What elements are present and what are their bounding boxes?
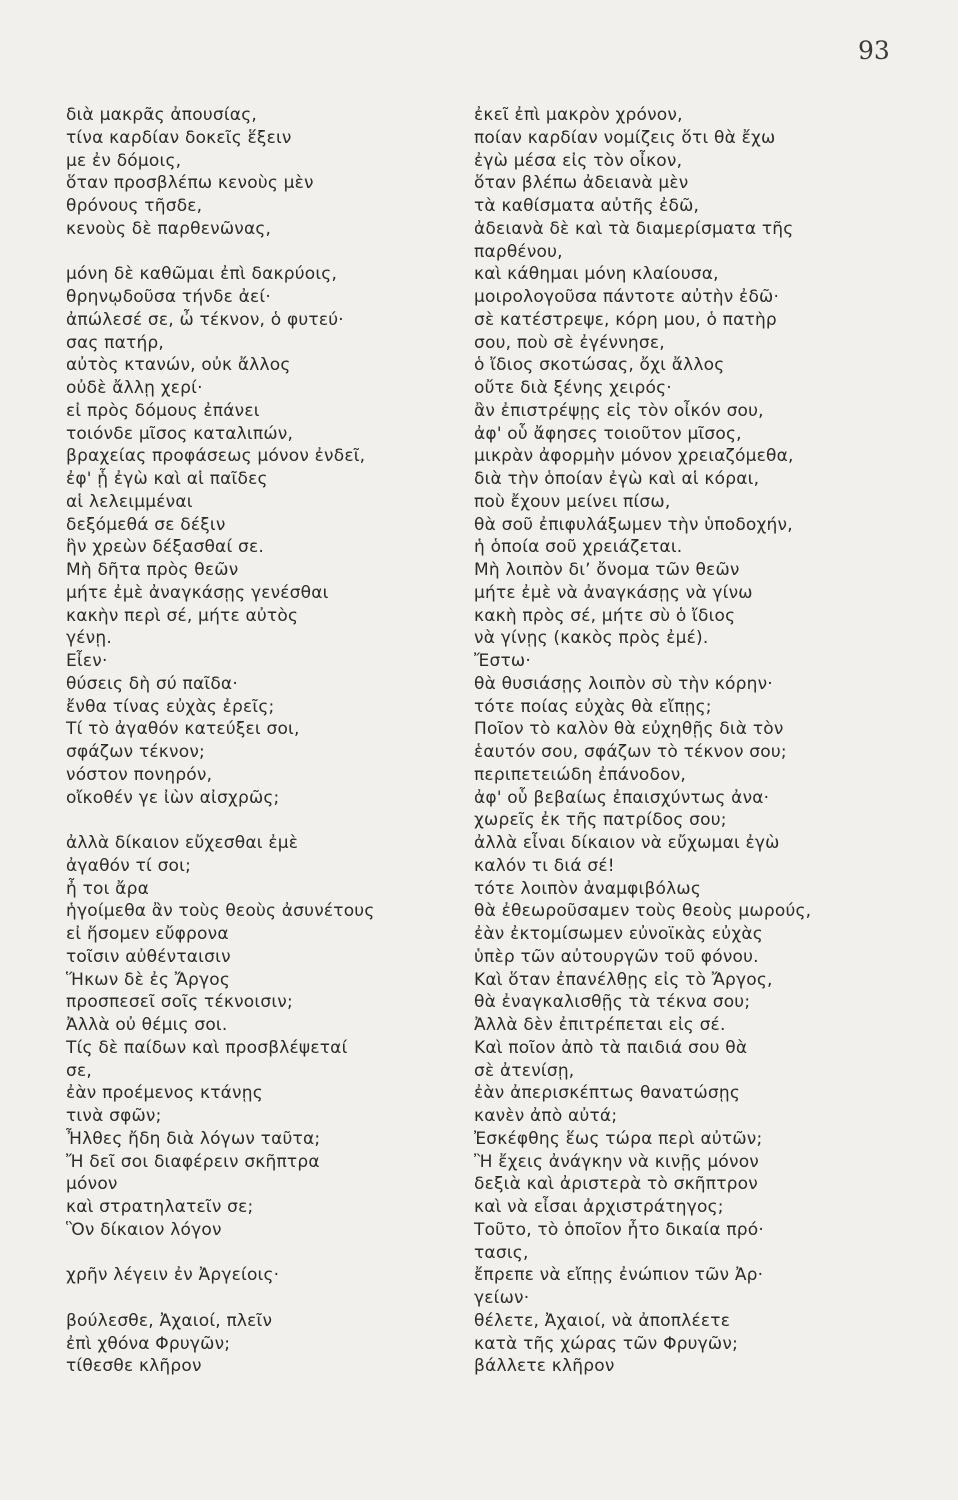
- greek-original-text-line: εἰ πρὸς δόμους ἐπάνει: [66, 400, 260, 421]
- translation-text-line: ἔπρεπε νὰ εἴπῃς ἐνώπιον τῶν Ἀρ·: [474, 1265, 764, 1286]
- translation-text-line: Ἐσκέφθης ἕως τώρα περὶ αὐτῶν;: [474, 1128, 763, 1149]
- translation-text-line: ἀφ' οὗ βεβαίως ἐπαισχύντως ἀνα·: [474, 787, 770, 808]
- translation-text-line: κακὴ πρὸς σέ, μήτε σὺ ὁ ἴδιος: [474, 605, 736, 626]
- translation-text-line: θὰ ἐθεωροῦσαμεν τοὺς θεοὺς μωρούς,: [474, 901, 812, 922]
- greek-original-text-line: Τίς δὲ παίδων καὶ προσβλέψεταί: [66, 1037, 348, 1058]
- greek-original-text-line: ἀγαθόν τί σοι;: [66, 855, 192, 876]
- greek-original-text-line: Ὃν δίκαιον λόγον: [66, 1219, 222, 1240]
- greek-original-text-line: τίνα καρδίαν δοκεῖς ἕξειν: [66, 127, 292, 148]
- greek-original-text-line: θρηνῳδοῦσα τήνδε ἀεί·: [66, 287, 271, 307]
- greek-original-stanza-gap: [66, 1242, 458, 1265]
- greek-original-text-line: Τί τὸ ἀγαθόν κατεύξει σοι,: [66, 719, 300, 740]
- greek-original-text-line: οἴκοθέν γε ἰὼν αἰσχρῶς;: [66, 787, 280, 808]
- greek-original-text-line: Ἥκων δὲ ἐς Ἄργος: [66, 969, 231, 990]
- translation-text-line: τασις,: [474, 1242, 529, 1263]
- greek-original-text-line: κενοὺς δὲ παρθενῶνας,: [66, 218, 272, 239]
- translation-text-line: μήτε ἐμὲ νὰ ἀναγκάσῃς νὰ γίνω: [474, 582, 753, 603]
- greek-original-text-line: τίθεσθε κλῆρον: [66, 1356, 202, 1377]
- greek-original-text-line: Ἤ δεῖ σοι διαφέρειν σκῆπτρα: [66, 1151, 320, 1172]
- greek-original-text-line: τοιόνδε μῖσος καταλιπών,: [66, 423, 294, 444]
- translation-text-line: ποὺ ἔχουν μείνει πίσω,: [474, 491, 671, 512]
- modern-greek-translation-column: [474, 104, 914, 1378]
- greek-original-text-line: θρόνους τῆσδε,: [66, 196, 203, 216]
- greek-original-text-line: θύσεις δὴ σύ παῖδα·: [66, 673, 238, 694]
- greek-original-text-line: βούλεσθε, Ἀχαιοί, πλεῖν: [66, 1310, 273, 1331]
- translation-text-line: ἡ ὁποία σοῦ χρειάζεται.: [474, 537, 683, 558]
- translation-text-line: θὰ θυσιάσῃς λοιπὸν σὺ τὴν κόρην·: [474, 673, 773, 694]
- greek-original-text-line: γένῃ.: [66, 628, 112, 649]
- translation-text-line: κανὲν ἀπὸ αὐτά;: [474, 1106, 618, 1126]
- greek-original-text-line: μήτε ἐμὲ ἀναγκάσῃς γενέσθαι: [66, 582, 329, 603]
- translation-text-line: ὅταν βλέπω ἀδειανὰ μὲν: [474, 173, 689, 194]
- greek-original-text-line: σφάζων τέκνον;: [66, 742, 205, 762]
- greek-original-text-line: ὅταν προσβλέπω κενοὺς μὲν: [66, 173, 314, 194]
- translation-text-line: τότε ποίας εὐχὰς θὰ εἴπῃς;: [474, 696, 712, 717]
- translation-text-line: ὑπὲρ τῶν αὐτουργῶν τοῦ φόνου.: [474, 946, 759, 967]
- translation-text-line: ἐὰν ἐκτομίσωμεν εὐνοϊκὰς εὐχὰς: [474, 924, 763, 944]
- page-number: 93: [858, 36, 890, 65]
- translation-text-line: ἐὰν ἀπερισκέπτως θανατώσῃς: [474, 1083, 741, 1104]
- greek-original-text-line: τοῖσιν αὐθένταισιν: [66, 946, 231, 967]
- translation-text-line: ἐκεῖ ἐπὶ μακρὸν χρόνον,: [474, 105, 683, 125]
- translation-text-line: ἐγὼ μέσα εἰς τὸν οἶκον,: [474, 150, 683, 171]
- greek-original-text-line: προσπεσεῖ σοῖς τέκνοισιν;: [66, 992, 293, 1013]
- greek-original-text-line: ἐφ' ᾗ ἐγὼ καὶ αἱ παῖδες: [66, 469, 268, 489]
- greek-original-stanza-gap: [66, 809, 458, 832]
- translation-text-line: μοιρολογοῦσα πάντοτε αὐτὴν ἐδῶ·: [474, 287, 780, 307]
- greek-original-text-line: Ἀλλὰ οὐ θέμις σοι.: [66, 1015, 228, 1035]
- translation-text-line: σου, ποὺ σὲ ἐγέννησε,: [474, 332, 665, 353]
- greek-original-text-line: ἐπὶ χθόνα Φρυγῶν;: [66, 1333, 231, 1354]
- translation-text-line: Ἀλλὰ δὲν ἐπιτρέπεται εἰς σέ.: [474, 1015, 726, 1035]
- translation-text-line: παρθένου,: [474, 241, 563, 262]
- translation-text-line: ποίαν καρδίαν νομίζεις ὅτι θὰ ἔχω: [474, 127, 776, 148]
- translation-text-line: Καὶ ποῖον ἀπὸ τὰ παιδιά σου θὰ: [474, 1037, 748, 1058]
- greek-original-text-line: δεξόμεθά σε δέξιν: [66, 514, 226, 535]
- translation-text-line: Ἢ ἔχεις ἀνάγκην νὰ κινῇς μόνον: [474, 1151, 759, 1172]
- translation-text-line: ὁ ἴδιος σκοτώσας, ὄχι ἄλλος: [474, 355, 725, 376]
- translation-text-line: ἀφ' οὗ ἄφησες τοιοῦτον μῖσος,: [474, 423, 742, 444]
- translation-text-line: οὔτε διὰ ξένης χειρός·: [474, 378, 672, 398]
- greek-original-text-line: ἦ τοι ἄρα: [66, 878, 149, 899]
- greek-original-text-line: οὐδὲ ἄλλῃ χερί·: [66, 378, 203, 398]
- translation-text-line: τότε λοιπὸν ἀναμφιβόλως: [474, 878, 702, 899]
- greek-original-text-line: με ἐν δόμοις,: [66, 150, 182, 171]
- translation-text-line: θέλετε, Ἀχαιοί, νὰ ἀποπλέετε: [474, 1310, 731, 1331]
- greek-original-text-line: ἡγοίμεθα ἂν τοὺς θεοὺς ἀσυνέτους: [66, 901, 375, 922]
- greek-original-text-line: ἐὰν προέμενος κτάνῃς: [66, 1083, 263, 1104]
- greek-original-text-line: διὰ μακρᾶς ἀπουσίας,: [66, 105, 257, 125]
- greek-original-text-line: ἀπώλεσέ σε, ὦ τέκνον, ὁ φυτεύ·: [66, 309, 344, 330]
- greek-original-text-line: τινὰ σφῶν;: [66, 1106, 162, 1126]
- translation-text-line: τὰ καθίσματα αὐτῆς ἐδῶ,: [474, 196, 700, 216]
- translation-text-line: καὶ κάθημαι μόνη κλαίουσα,: [474, 264, 719, 285]
- greek-original-text-line: Μὴ δῆτα πρὸς θεῶν: [66, 560, 239, 580]
- greek-original-text-line: μόνη δὲ καθῶμαι ἐπὶ δακρύοις,: [66, 264, 338, 285]
- translation-text-line: μικρὰν ἀφορμὴν μόνον χρειαζόμεθα,: [474, 446, 794, 467]
- greek-original-column: [66, 104, 458, 1378]
- greek-original-text-line: κακὴν περὶ σέ, μήτε αὐτὸς: [66, 605, 299, 626]
- greek-original-text-line: Ἦλθες ἤδη διὰ λόγων ταῦτα;: [66, 1128, 321, 1149]
- translation-text-line: Τοῦτο, τὸ ὁποῖον ἦτο δικαία πρό·: [474, 1219, 764, 1240]
- greek-original-text-line: Εἶεν·: [66, 651, 108, 671]
- greek-original-text-line: σε,: [66, 1060, 92, 1081]
- translation-text-line: περιπετειώδη ἐπάνοδον,: [474, 764, 687, 785]
- translation-text-line: καλόν τι διά σέ!: [474, 855, 615, 876]
- greek-original-text-line: ἣν χρεὼν δέξασθαί σε.: [66, 537, 264, 558]
- greek-original-text-line: αἱ λελειμμέναι: [66, 491, 193, 512]
- translation-text-line: ἂν ἐπιστρέψῃς εἰς τὸν οἶκόν σου,: [474, 400, 764, 421]
- translation-text-line: Ἔστω·: [474, 651, 531, 671]
- translation-text-line: Ποῖον τὸ καλὸν θὰ εὐχηθῇς διὰ τὸν: [474, 719, 784, 740]
- translation-text-line: γείων·: [474, 1288, 530, 1308]
- greek-original-text-line: εἰ ἥσομεν εὔφρονα: [66, 924, 229, 944]
- greek-original-text-line: βραχείας προφάσεως μόνον ἐνδεῖ,: [66, 446, 366, 467]
- translation-text-line: καὶ νὰ εἶσαι ἀρχιστράτηγος;: [474, 1197, 724, 1217]
- translation-text-line: Καὶ ὅταν ἐπανέλθῃς εἰς τὸ Ἄργος,: [474, 969, 773, 990]
- greek-original-text-line: νόστον πονηρόν,: [66, 764, 213, 785]
- translation-text-line: ἑαυτόν σου, σφάζων τὸ τέκνον σου;: [474, 742, 787, 762]
- translation-text-line: χωρεῖς ἐκ τῆς πατρίδος σου;: [474, 810, 727, 831]
- translation-text-line: δεξιὰ καὶ ἀριστερὰ τὸ σκῆπτρον: [474, 1174, 758, 1195]
- greek-original-text-line: αὐτὸς κτανών, οὐκ ἄλλος: [66, 355, 291, 376]
- greek-original-text-line: καὶ στρατηλατεῖν σε;: [66, 1197, 254, 1217]
- greek-original-text-line: χρῆν λέγειν ἐν Ἀργείοις·: [66, 1265, 280, 1286]
- translation-text-line: θὰ σοῦ ἐπιφυλάξωμεν τὴν ὑποδοχήν,: [474, 514, 793, 535]
- translation-text-line: κατὰ τῆς χώρας τῶν Φρυγῶν;: [474, 1333, 738, 1354]
- translation-text-line: βάλλετε κλῆρον: [474, 1356, 615, 1377]
- translation-text-line: νὰ γίνῃς (κακὸς πρὸς ἐμέ).: [474, 628, 709, 649]
- translation-text-line: σὲ κατέστρεψε, κόρη μου, ὁ πατὴρ: [474, 309, 777, 330]
- greek-original-stanza-gap: [66, 241, 458, 264]
- greek-original-text-line: μόνον: [66, 1174, 118, 1195]
- translation-text-line: διὰ τὴν ὁποίαν ἐγὼ καὶ αἱ κόραι,: [474, 469, 760, 489]
- translation-text-line: θὰ ἐναγκαλισθῇς τὰ τέκνα σου;: [474, 992, 751, 1013]
- greek-original-stanza-gap: [66, 1287, 458, 1310]
- translation-text-line: Μὴ λοιπὸν διʼ ὄνομα τῶν θεῶν: [474, 560, 740, 580]
- greek-original-text-line: ἔνθα τίνας εὐχὰς ἐρεῖς;: [66, 696, 275, 717]
- translation-text-line: σὲ ἀτενίσῃ,: [474, 1060, 575, 1081]
- translation-text-line: ἀλλὰ εἶναι δίκαιον νὰ εὔχωμαι ἐγὼ: [474, 833, 780, 853]
- greek-original-text-line: ἀλλὰ δίκαιον εὔχεσθαι ἐμὲ: [66, 833, 299, 853]
- translation-text-line: ἀδειανὰ δὲ καὶ τὰ διαμερίσματα τῆς: [474, 218, 794, 239]
- greek-original-text-line: σας πατήρ,: [66, 332, 165, 353]
